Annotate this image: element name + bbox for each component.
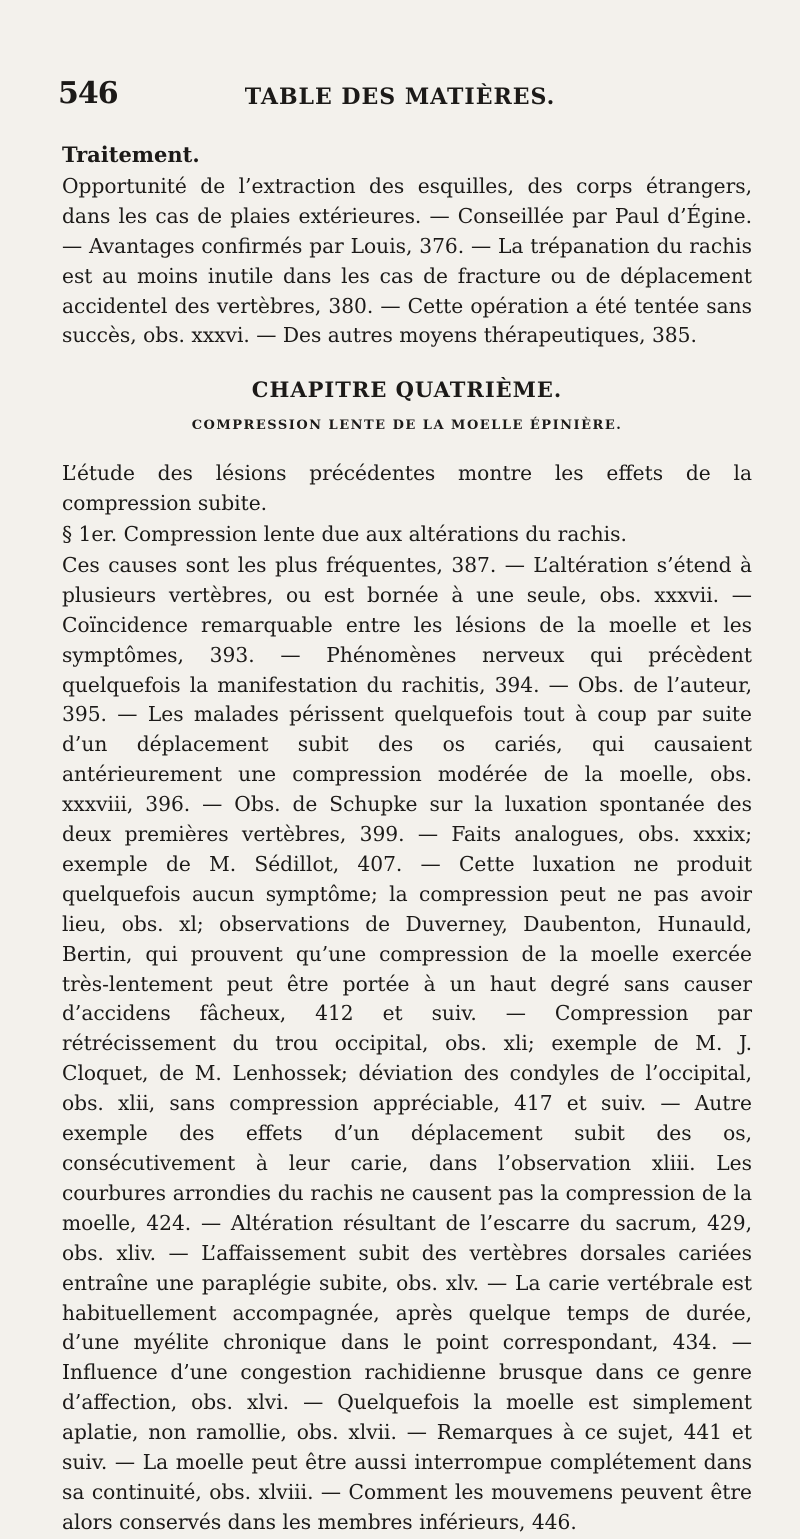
chapter-body: Ces causes sont les plus fréquentes, 387. — L’altération s’étend à plusieurs vertèbres, ou est bornée à une seule, obs. xxxvii. — Coïncidence remarquable entre les lésions de la moelle et les symptômes, 393. — Phénomènes nerveux qui précèdent quelquefois la manifestation du rachitis, 394. — Obs. de l’auteur, 395. — Les malades périssent quelquefois tout à coup par suite d’un déplacement subit des os cariés, qui causaient antérieurement une compression modérée de la moelle, obs. xxxviii, 396. — Obs. de Schupke sur la luxation spontanée des deux premières vertèbres, 399. — Faits analogues, obs. xxxix; exemple de M. Sédillot, 407. — Cette luxation ne produit quelquefois aucun symptôme; la compression peut ne pas avoir lieu, obs. xl; observations de Duverney, Daubenton, Hunauld, Bertin, qui prouvent qu’une compression de la moelle exercée très-lentement peut être portée à un haut degré sans causer d’accidens fâcheux, 412 et suiv. — Compression par rétrécissement du trou occipital, obs. xli; exemple de M. J. Cloquet, de M. Lenhossek; déviation des condyles de l’occipital, obs. xlii, sans compression appréciable, 417 et suiv. — Autre exemple des effets d’un déplacement subit des os, consécutivement à leur carie, dans l’observation xliii. Les courbures arrondies du rachis ne causent pas la compression de la moelle, 424. — Altération résultant de l’escarre du sacrum, 429, obs. xliv. — L’affaissement subit des vertèbres dorsales cariées entraîne une paraplégie subite, obs. xlv. — La carie vertébrale est habituellement accompagnée, après quelque temps de durée, d’une myélite chronique dans le point correspondant, 434. — Influence d’une congestion rachidienne brusque dans ce genre d’affection, obs. xlvi. — Quelquefois la moelle est simplement aplatie, non ramollie, obs. xlvii. — Remarques à ce sujet, 441 et suiv. — La moelle peut être aussi interrompue complétement dans sa continuité, obs. xlviii. — Comment les mouvemens peuvent être alors conservés dans les membres inférieurs, 446. <box>62 552 752 1534</box>
running-head: TABLE DES MATIÈRES. <box>244 84 556 110</box>
page-content <box>62 140 752 1539</box>
page-header <box>0 76 800 116</box>
section-label: Traitement. <box>62 142 200 167</box>
chapter-title: CHAPITRE QUATRIÈME. <box>251 377 563 403</box>
page-number: 546 <box>58 76 118 111</box>
chapter-subtitle: COMPRESSION LENTE DE LA MOELLE ÉPINIÈRE. <box>191 418 623 434</box>
treatment-paragraph: Opportunité de l’extraction des esquilles, des corps étrangers, dans les cas de plaies extérieures. — Conseillée par Paul d’Égine. — Avantages confirmés par Louis, 376. — La trépanation du rachis est au moins inutile dans les cas de fracture ou de déplacement accidentel des vertèbres, 380. — Cette opération a été tentée sans succès, obs. xxxvi. — Des autres moyens thérapeutiques, 385. <box>62 173 752 348</box>
section-heading: § 1er. Compression lente due aux altérations du rachis. <box>62 521 627 546</box>
chapter-intro: L’étude des lésions précédentes montre les effets de la compression subite. <box>62 461 752 516</box>
